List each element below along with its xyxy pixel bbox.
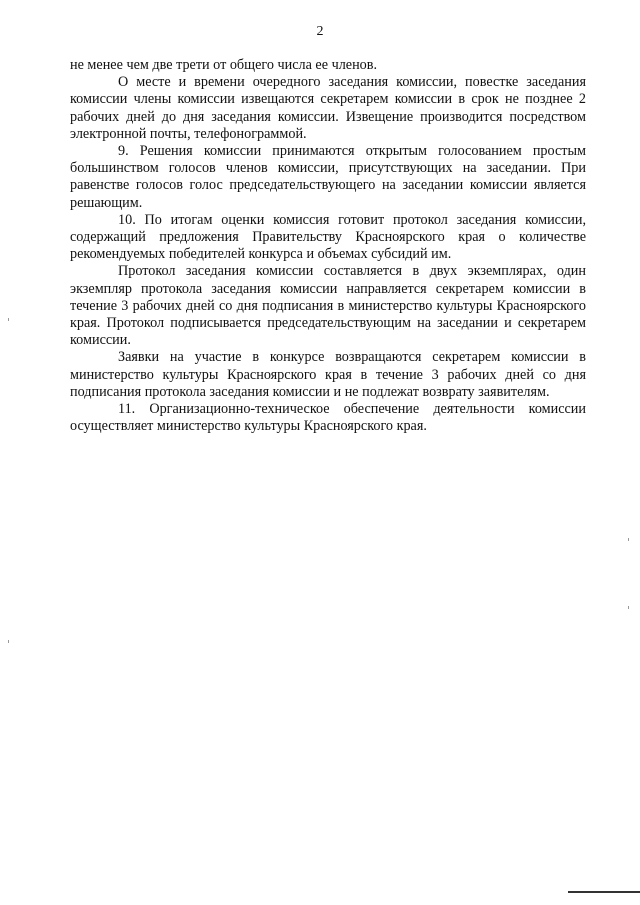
page-number: 2: [316, 24, 324, 39]
paragraph-continuation: не менее чем две трети от общего числа ее членов.: [70, 57, 378, 73]
paragraph-meeting-notice: О месте и времени очередного заседания комиссии, повестке заседания комиссии члены комиссии извещаются секретарем комиссии в срок не позднее 2 рабочих дней до дня заседания комиссии. Извещение производится посредством электронной почты, телефонограммой.: [70, 74, 586, 142]
scan-dot: [8, 640, 9, 643]
paragraph-protocol: Протокол заседания комиссии составляется в двух экземплярах, один экземпляр протокола заседания комиссии направляется секретарем комиссии в течение 3 рабочих дней со дня подписания в министерство культуры Красноярского края. Протокол подписывается председательствующим на заседании и секретарем комиссии.: [70, 263, 586, 349]
scan-dot: [628, 606, 629, 609]
scan-dot: [8, 318, 9, 321]
paragraph-applications-return: Заявки на участие в конкурсе возвращаются секретарем комиссии в министерство культуры Красноярского края в течение 3 рабочих дней со дня подписания протокола заседания комиссии и не подлежат возврату заявителям.: [70, 349, 586, 400]
document-body: [70, 57, 586, 435]
paragraph-item-11: 11. Организационно-техническое обеспечение деятельности комиссии осуществляет министерство культуры Красноярского края.: [70, 401, 586, 435]
scan-dot: [628, 538, 629, 541]
paragraph-item-9: 9. Решения комиссии принимаются открытым голосованием простым большинством голосов членов комиссии, присутствующих на заседании. При равенстве голосов голос председательствующего на заседании комиссии является решающим.: [70, 143, 586, 211]
paragraph-item-10: 10. По итогам оценки комиссия готовит протокол заседания комиссии, содержащий предложения Правительству Красноярского края о количестве рекомендуемых победителей конкурса и объемах субсидий им.: [70, 211, 586, 263]
footer-rule: [568, 891, 640, 893]
